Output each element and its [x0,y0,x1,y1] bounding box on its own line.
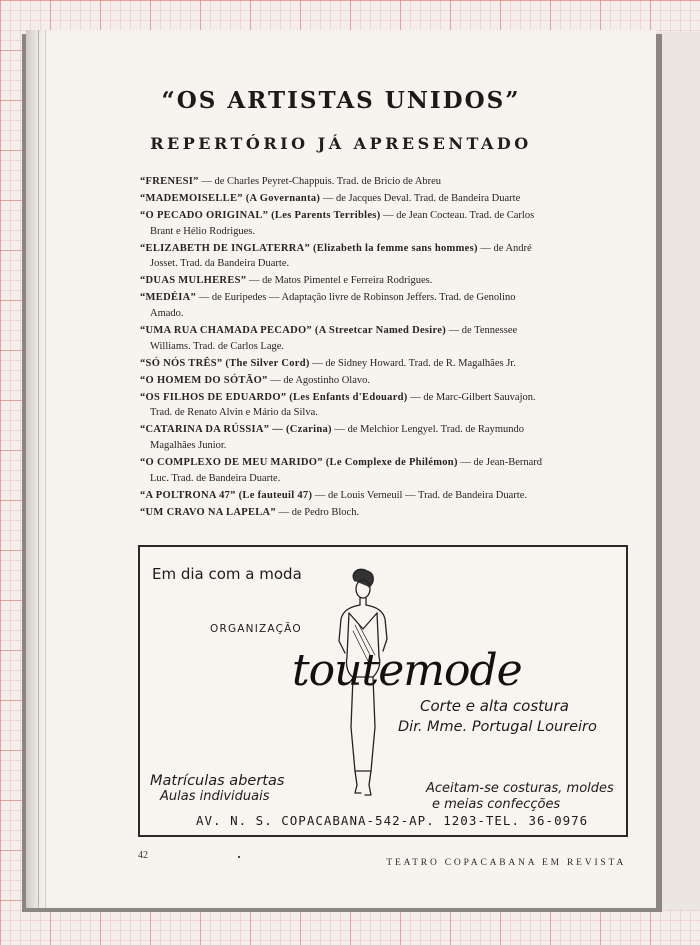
list-item [140,290,634,321]
play-title: “O PECADO ORIGINAL” (Les Parents Terribles) [140,210,381,222]
play-title: “SÓ NÓS TRÊS” (The Silver Cord) [140,357,310,369]
ad-lessons: Aulas individuais [160,789,270,804]
play-detail-continued: Magalhães Junior. [150,439,227,451]
magazine-page [26,30,656,908]
play-title: “DUAS MULHERES” [140,275,247,287]
play-detail-continued: Luc. Trad. de Bandeira Duarte. [150,472,281,484]
list-item [140,208,634,239]
play-detail: — de Pedro Bloch. [275,506,360,518]
page-subtitle: REPERTÓRIO JÁ APRESENTADO [150,134,532,153]
play-detail-continued: Brant e Hélio Rodrigues. [150,225,255,237]
play-detail: — de André [477,242,532,254]
list-item [140,390,634,421]
list-item [140,488,634,504]
ad-service: Corte e alta costura [420,697,569,715]
list-item [140,455,634,486]
play-title: “UM CRAVO NA LAPELA” [140,506,276,518]
play-detail: — de Charles Peyret-Chappuis. Trad. de Bricio de Abreu [198,176,442,187]
ad-enrollment: Matrículas abertas [150,773,285,789]
play-title: “CATARINA DA RÚSSIA” — (Czarina) [140,424,332,436]
play-detail: — de Jean-Bernard [457,457,543,469]
ad-accepting-line-2: e meias confecções [432,797,561,812]
play-detail: — de Marc-Gilbert Sauvajon. [407,391,536,403]
ad-brand-logo: toutemode [292,645,522,696]
play-detail-continued: Trad. de Renato Alvin e Mário da Silva. [150,407,318,419]
play-title: “MEDÉIA” [140,292,197,304]
play-detail: — de Melchior Lengyel. Trad. de Raymundo [331,424,524,436]
list-item [140,422,634,453]
play-title: “OS FILHOS DE EDUARDO” (Les Enfants d'Edouard) [140,391,408,403]
list-item [140,174,634,190]
play-detail-continued: Josset. Trad. da Bandeira Duarte. [150,258,290,270]
play-title: “FRENESI” [140,176,199,187]
list-item [140,241,634,272]
play-detail: — de Euripedes — Adaptação livre de Robinson Jeffers. Trad. de Genolino [196,292,516,304]
ad-organization-label: ORGANIZAÇÃO [210,623,302,635]
list-item [140,191,634,207]
list-item [140,356,634,372]
list-item [140,323,634,354]
play-detail: — de Agostinho Olavo. [267,374,370,386]
ad-accepting-line-1: Aceitam-se costuras, moldes [426,781,614,796]
play-title: “UMA RUA CHAMADA PECADO” (A Streetcar Named Desire) [140,325,447,337]
ad-director: Dir. Mme. Portugal Loureiro [398,719,597,735]
repertoire-list [140,174,634,522]
play-detail: — de Louis Verneuil — Trad. de Bandeira Duarte. [312,489,527,501]
play-detail: — de Matos Pimentel e Ferreira Rodrigues. [246,275,433,287]
play-detail: — de Tennessee [446,325,518,337]
play-title: “MADEMOISELLE” (A Governanta) [140,193,321,205]
play-title: “O HOMEM DO SÓTÃO” [140,374,268,386]
fashion-advertisement [138,545,628,837]
page-title: “OS ARTISTAS UNIDOS” [161,87,521,114]
play-detail: — de Jean Cocteau. Trad. de Carlos [380,210,535,222]
list-item [140,505,634,521]
play-detail-continued: Williams. Trad. de Carlos Lage. [150,340,285,352]
list-item [140,373,634,389]
page-number: 42 [138,850,148,861]
play-detail: — de Jacques Deval. Trad. de Bandeira Duarte [320,193,521,205]
page-binding [38,30,46,908]
print-dot [238,856,240,858]
ad-address: AV. N. S. COPACABANA-542-AP. 1203-TEL. 36-0976 [196,813,589,828]
list-item [140,273,634,289]
play-detail: — de Sidney Howard. Trad. de R. Magalhães Jr. [309,357,516,369]
play-title: “O COMPLEXO DE MEU MARIDO” (Le Complexe de Philémon) [140,457,458,469]
ad-headline: Em dia com a moda [152,565,302,583]
play-title: “A POLTRONA 47” (Le fauteuil 47) [140,489,313,501]
play-detail-continued: Amado. [150,307,184,319]
publication-footer: TEATRO COPACABANA EM REVISTA [386,858,626,868]
play-title: “ELIZABETH DE INGLATERRA” (Elizabeth la femme sans hommes) [140,242,478,254]
